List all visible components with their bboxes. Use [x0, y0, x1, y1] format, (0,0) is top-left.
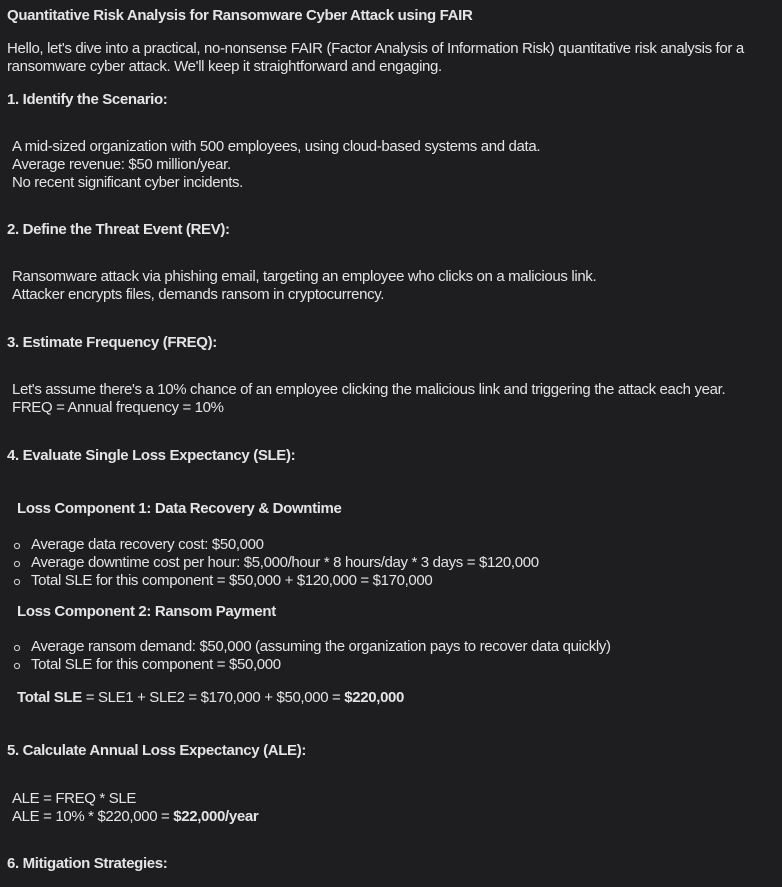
section-2-heading: 2. Define the Threat Event (REV):	[7, 221, 230, 238]
ale-formula-line: ALE = FREQ * SLE	[12, 790, 137, 807]
list-item: Average ransom demand: $50,000 (assuming the organization pays to recover data quickly)	[31, 638, 611, 655]
scenario-line-1: A mid-sized organization with 500 employees, using cloud-based systems and data.	[12, 138, 541, 155]
ale-result-value: $22,000/year	[173, 808, 259, 825]
section-3-heading: 3. Estimate Frequency (FREQ):	[7, 334, 217, 351]
page-title: Quantitative Risk Analysis for Ransomware Cyber Attack using FAIR	[7, 7, 473, 24]
bullet-circle-icon	[13, 644, 21, 652]
total-sle-formula: = SLE1 + SLE2 = $170,000 + $50,000 =	[81, 689, 345, 706]
threat-line-2: Attacker encrypts files, demands ransom in cryptocurrency.	[12, 286, 385, 303]
ale-result-prefix: ALE = 10% * $220,000 =	[12, 808, 174, 825]
intro-line-1: Hello, let's dive into a practical, no-nonsense FAIR (Factor Analysis of Information Risk) quantitative risk analysis for a	[7, 40, 744, 57]
list-item: Total SLE for this component = $50,000 + $120,000 = $170,000	[31, 572, 433, 589]
intro-line-2: ransomware cyber attack. We'll keep it straightforward and engaging.	[7, 58, 442, 75]
frequency-line-1: Let's assume there's a 10% chance of an employee clicking the malicious link and triggering the attack each year.	[12, 381, 726, 398]
bullet-circle-icon	[13, 560, 21, 568]
ale-result-line	[12, 808, 258, 826]
list-item: Average data recovery cost: $50,000	[31, 536, 264, 553]
list-item: Average downtime cost per hour: $5,000/hour * 8 hours/day * 3 days = $120,000	[31, 554, 539, 571]
threat-line-1: Ransomware attack via phishing email, targeting an employee who clicks on a malicious link.	[12, 268, 597, 285]
section-5-heading: 5. Calculate Annual Loss Expectancy (ALE):	[7, 742, 306, 759]
list-item: Total SLE for this component = $50,000	[31, 656, 281, 673]
total-sle-line	[17, 689, 404, 707]
scenario-line-3: No recent significant cyber incidents.	[12, 174, 243, 191]
section-1-heading: 1. Identify the Scenario:	[7, 91, 168, 108]
loss-component-1-heading: Loss Component 1: Data Recovery & Downtime	[17, 500, 342, 517]
scenario-line-2: Average revenue: $50 million/year.	[12, 156, 231, 173]
frequency-line-2: FREQ = Annual frequency = 10%	[12, 399, 224, 416]
bullet-circle-icon	[13, 542, 21, 550]
bullet-circle-icon	[13, 578, 21, 586]
loss-component-2-heading: Loss Component 2: Ransom Payment	[17, 603, 276, 620]
section-4-heading: 4. Evaluate Single Loss Expectancy (SLE):	[7, 447, 296, 464]
total-sle-value: $220,000	[344, 689, 405, 706]
total-sle-label: Total SLE	[17, 689, 82, 706]
section-6-heading: 6. Mitigation Strategies:	[7, 855, 168, 872]
bullet-circle-icon	[13, 662, 21, 670]
